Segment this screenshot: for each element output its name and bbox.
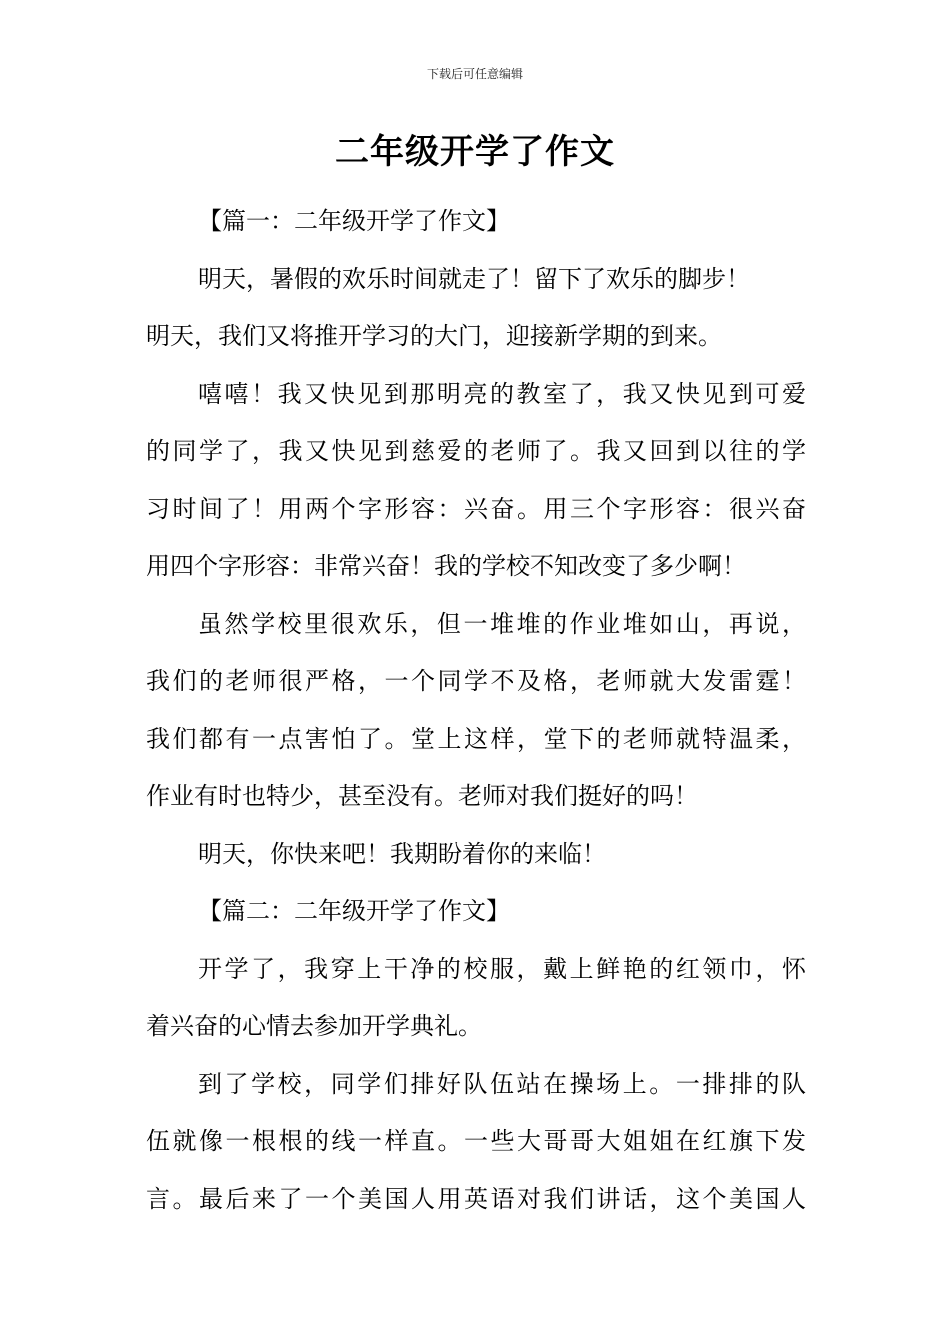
paragraph-line: 着兴奋的心情去参加开学典礼。 (146, 1012, 482, 1040)
paragraph-line: 开学了，我穿上干净的校服，戴上鲜艳的红领巾，怀 (198, 954, 806, 983)
paragraph-line: 明天，暑假的欢乐时间就走了！留下了欢乐的脚步！ (198, 264, 750, 293)
paragraph-line: 的同学了，我又快见到慈爱的老师了。我又回到以往的学 (146, 437, 806, 465)
paragraph-line: 到了学校，同学们排好队伍站在操场上。一排排的队 (198, 1069, 806, 1098)
paragraph-line: 言。最后来了一个美国人用英语对我们讲话，这个美国人 (146, 1184, 806, 1213)
paragraph-line: 伍就像一根根的线一样直。一些大哥哥大姐姐在红旗下发 (146, 1127, 806, 1155)
paragraph-line: 用四个字形容：非常兴奋！我的学校不知改变了多少啊！ (146, 552, 746, 580)
paragraph-line: 明天，你快来吧！我期盼着你的来临！ (198, 839, 606, 868)
paragraph-line: 习时间了！用两个字形容：兴奋。用三个字形容：很兴奋 (146, 494, 806, 523)
document-title: 二年级开学了作文 (335, 132, 615, 172)
document-body (146, 193, 806, 1228)
paragraph-line: 嘻嘻！我又快见到那明亮的教室了，我又快见到可爱 (198, 379, 806, 408)
header-note: 下载后可任意编辑 (426, 67, 523, 81)
section-heading-2: 【篇二：二年级开学了作文】 (198, 897, 510, 925)
paragraph-line: 我们都有一点害怕了。堂上这样，堂下的老师就特温柔， (146, 724, 806, 753)
paragraph-line: 我们的老师很严格，一个同学不及格，老师就大发雷霆！ (146, 667, 806, 695)
paragraph-line: 虽然学校里很欢乐，但一堆堆的作业堆如山，再说， (198, 609, 806, 638)
section-heading-1: 【篇一：二年级开学了作文】 (198, 207, 510, 235)
paragraph-line: 明天，我们又将推开学习的大门，迎接新学期的到来。 (146, 322, 722, 350)
paragraph-line: 作业有时也特少，甚至没有。老师对我们挺好的吗！ (146, 782, 698, 810)
